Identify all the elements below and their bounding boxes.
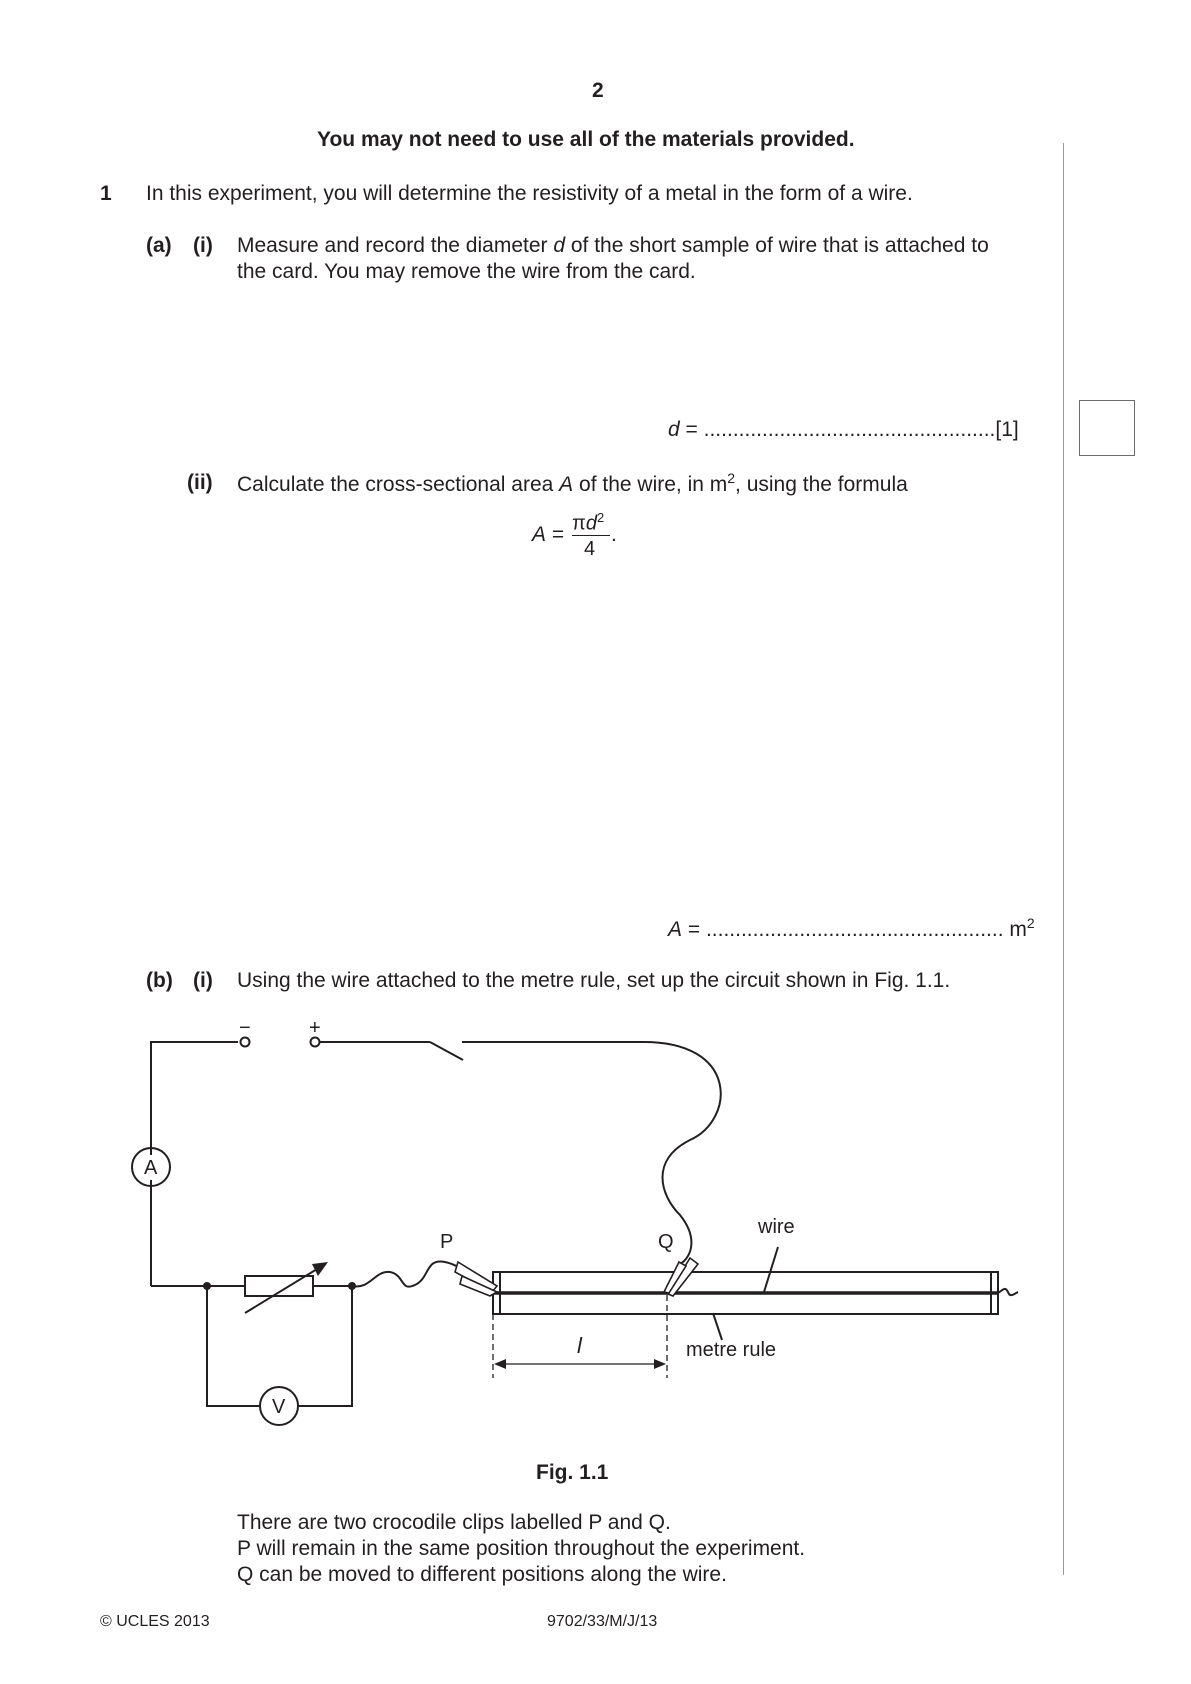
junction-right	[348, 1282, 356, 1290]
part-a-i-label: (i)	[193, 234, 213, 257]
label-plus: +	[309, 1017, 321, 1039]
answer-var: d	[668, 418, 680, 441]
voltmeter-branch-left	[207, 1286, 259, 1406]
question-number: 1	[100, 182, 112, 205]
page-number: 2	[592, 79, 604, 102]
instruction: You may not need to use all of the materials provided.	[317, 128, 855, 151]
label-voltmeter: V	[272, 1396, 286, 1418]
part-b-label: (b)	[146, 969, 173, 992]
pi-symbol: π	[572, 512, 586, 535]
wire-tail	[998, 1289, 1018, 1295]
variable-d: d	[553, 234, 566, 257]
variable-resistor-arrow	[245, 1266, 322, 1313]
formula-denominator: 4	[584, 538, 596, 560]
rule-pointer	[713, 1313, 722, 1340]
answer-eq: =	[679, 418, 698, 441]
label-ammeter: A	[144, 1157, 158, 1179]
flying-lead-to-Q	[462, 1042, 721, 1265]
text-segment: of the short sample of wire that is attached to	[565, 234, 989, 257]
crocodile-clip-Q	[664, 1258, 698, 1296]
formula-num-var: d	[585, 512, 597, 535]
text-segment: Measure and record the diameter	[237, 234, 554, 257]
crocodile-clip-P	[455, 1262, 497, 1296]
variable-A: A	[559, 473, 574, 496]
label-Q: Q	[658, 1231, 674, 1253]
part-b-i-label: (i)	[193, 969, 213, 992]
junction-left	[203, 1282, 211, 1290]
note-line: Q can be moved to different positions along the wire.	[237, 1563, 727, 1586]
label-length: l	[577, 1333, 582, 1358]
text-segment: , using the formula	[735, 473, 908, 496]
answer-var: A	[668, 918, 683, 941]
part-a-label: (a)	[146, 234, 172, 257]
answer-dots: ..................................................	[703, 418, 996, 441]
part-b-i-text: Using the wire attached to the metre rule, set up the circuit shown in Fig. 1.1.	[237, 969, 951, 992]
footer-copyright: © UCLES 2013	[100, 1613, 210, 1630]
marks: [1]	[995, 418, 1019, 441]
answer-eq: =	[682, 918, 701, 941]
part-a-ii-label: (ii)	[187, 471, 213, 494]
label-wire: wire	[758, 1216, 795, 1238]
length-arrow-head-left	[494, 1359, 506, 1369]
label-metre-rule: metre rule	[686, 1339, 777, 1361]
note-line: P will remain in the same position throughout the experiment.	[237, 1537, 806, 1560]
voltmeter-branch-right	[298, 1286, 352, 1406]
footer-code: 9702/33/M/J/13	[547, 1613, 658, 1630]
wire-top-left	[151, 1042, 238, 1155]
figure-caption: Fig. 1.1	[536, 1461, 609, 1484]
formula-var: A	[532, 523, 547, 546]
answer-unit: m	[1009, 918, 1027, 941]
resistor-arrow-head	[312, 1262, 328, 1276]
length-arrow-head-right	[654, 1359, 666, 1369]
superscript: 2	[727, 470, 736, 486]
formula-eq: =	[546, 523, 565, 546]
formula-sup: 2	[596, 510, 605, 525]
text-segment: of the wire, in m	[573, 473, 728, 496]
note-line: There are two crocodile clips labelled P and Q.	[237, 1511, 671, 1534]
answer-unit-sup: 2	[1026, 915, 1035, 931]
answer-dots: ...................................................	[705, 918, 1004, 941]
label-P: P	[440, 1231, 454, 1253]
part-a-i-text-line2: the card. You may remove the wire from the card.	[237, 260, 696, 283]
switch-blade	[430, 1042, 463, 1060]
label-minus: −	[239, 1017, 251, 1039]
flying-lead-to-P	[352, 1261, 462, 1286]
question-intro: In this experiment, you will determine the resistivity of a metal in the form of a wire.	[146, 182, 913, 205]
formula-end: .	[611, 523, 617, 546]
text-segment: Calculate the cross-sectional area	[237, 473, 560, 496]
wire-pointer	[764, 1247, 778, 1292]
